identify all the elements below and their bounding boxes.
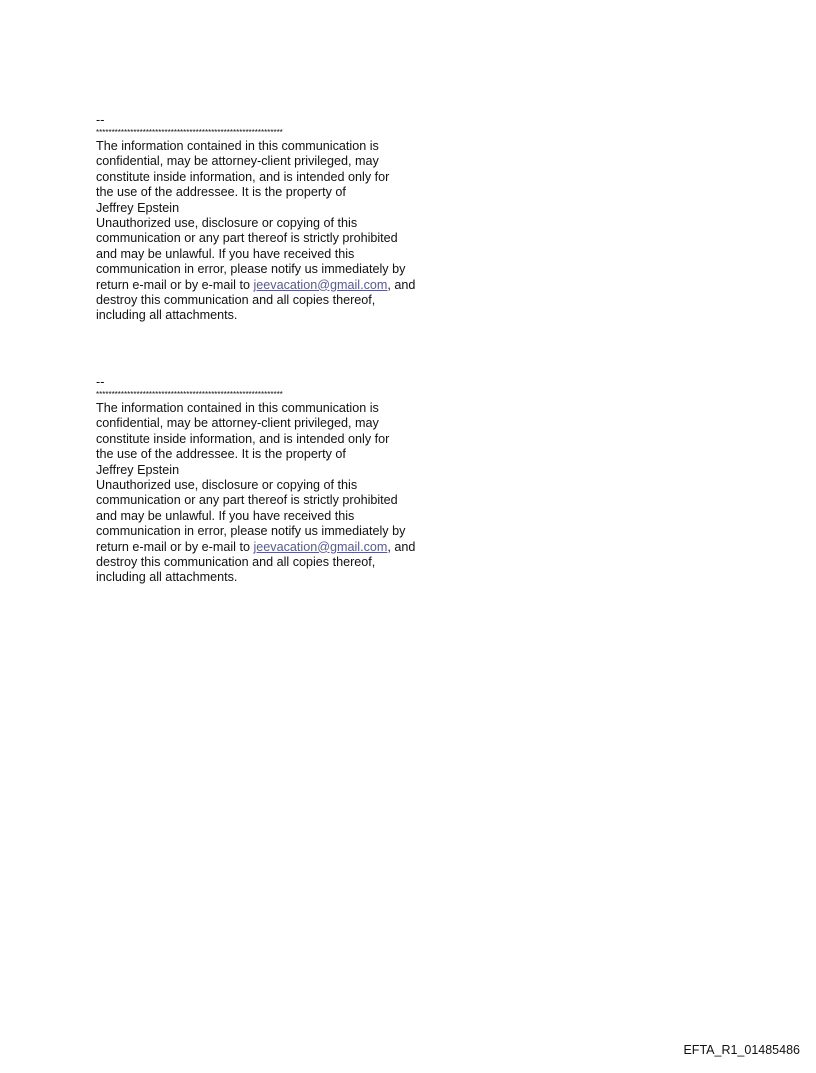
notice-line: constitute inside information, and is intended only for bbox=[96, 431, 390, 446]
notice-line: Unauthorized use, disclosure or copying of this bbox=[96, 478, 358, 493]
email-link[interactable]: jeevacation@gmail.com bbox=[253, 277, 388, 292]
asterisk-separator: ************************************************************ bbox=[96, 390, 283, 399]
signature-dash: -- bbox=[96, 113, 105, 127]
email-link[interactable]: jeevacation@gmail.com bbox=[253, 539, 388, 554]
signature-dash: -- bbox=[96, 375, 105, 389]
notice-line: Unauthorized use, disclosure or copying of this bbox=[96, 216, 358, 231]
email-prefix: return e-mail or by e-mail to bbox=[96, 277, 254, 292]
notice-line: the use of the addressee. It is the property of bbox=[96, 185, 346, 200]
notice-line: constitute inside information, and is intended only for bbox=[96, 169, 390, 184]
confidentiality-notice-2 bbox=[96, 375, 476, 586]
notice-line: the use of the addressee. It is the property of bbox=[96, 447, 346, 462]
email-suffix: , and bbox=[387, 277, 416, 292]
notice-email-line bbox=[96, 540, 476, 555]
notice-line: and may be unlawful. If you have received this bbox=[96, 508, 355, 523]
asterisk-separator: ************************************************************ bbox=[96, 128, 283, 137]
notice-line: confidential, may be attorney-client privileged, may bbox=[96, 154, 379, 169]
notice-line: The information contained in this communication is bbox=[96, 401, 379, 415]
email-prefix: return e-mail or by e-mail to bbox=[96, 539, 254, 554]
notice-line: communication in error, please notify us immediately by bbox=[96, 262, 406, 277]
notice-line: communication in error, please notify us immediately by bbox=[96, 524, 406, 539]
notice-line: and may be unlawful. If you have received this bbox=[96, 246, 355, 261]
notice-owner-name: Jeffrey Epstein bbox=[96, 200, 180, 215]
notice-line: destroy this communication and all copies thereof, bbox=[96, 293, 376, 308]
notice-line: communication or any part thereof is strictly prohibited bbox=[96, 493, 398, 508]
notice-line: confidential, may be attorney-client privileged, may bbox=[96, 416, 379, 431]
notice-email-line bbox=[96, 278, 476, 293]
notice-line: including all attachments. bbox=[96, 570, 238, 585]
confidentiality-notice-1 bbox=[96, 113, 476, 324]
notice-line: communication or any part thereof is strictly prohibited bbox=[96, 231, 398, 246]
notice-line: destroy this communication and all copies thereof, bbox=[96, 555, 376, 570]
email-suffix: , and bbox=[387, 539, 416, 554]
document-id: EFTA_R1_01485486 bbox=[683, 1043, 800, 1057]
notice-line: including all attachments. bbox=[96, 308, 238, 323]
notice-line: The information contained in this communication is bbox=[96, 139, 379, 153]
notice-owner-name: Jeffrey Epstein bbox=[96, 462, 180, 477]
